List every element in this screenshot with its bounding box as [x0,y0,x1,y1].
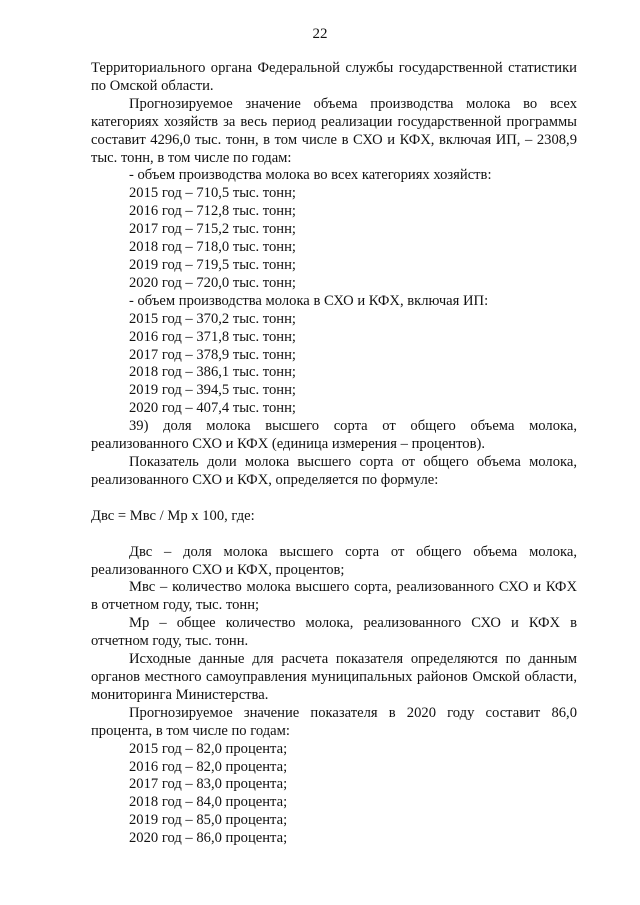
formula-definition: Двс – доля молока высшего сорта от общего объема молока, реализованного СХО и КФХ, процентов; [91,543,577,578]
all-categories-heading: - объем производства молока во всех категориях хозяйств: [129,167,492,184]
indicator-39-method: Показатель доли молока высшего сорта от общего объема молока, реализованного СХО и КФХ, определяется по формуле: [91,453,577,488]
indicator-39-year-line: 2015 год – 82,0 процента; [129,740,288,757]
all-categories-year-line: 2019 год – 719,5 тыс. тонн; [129,256,296,273]
sho-kfh-heading: - объем производства молока в СХО и КФХ, включая ИП: [129,292,489,309]
sho-kfh-year-line: 2020 год – 407,4 тыс. тонн; [129,400,296,417]
intro-paragraph: Территориального органа Федеральной службы государственной статистики по Омской области. [91,60,577,94]
indicator-39-forecast: Прогнозируемое значение показателя в 2020 году составит 86,0 процента, в том числе по годам: [91,704,577,739]
document-body [91,60,577,848]
formula-definition: Мвс – количество молока высшего сорта, реализованного СХО и КФХ в отчетном году, тыс. тонн; [91,579,577,614]
indicator-39-formula: Двс = Мвс / Мр х 100, где: [91,507,255,524]
spacer [91,490,577,508]
all-categories-year-line: 2020 год – 720,0 тыс. тонн; [129,274,296,291]
indicator-39-year-line: 2019 год – 85,0 процента; [129,812,288,829]
sho-kfh-year-line: 2016 год – 371,8 тыс. тонн; [129,328,296,345]
all-categories-year-line: 2016 год – 712,8 тыс. тонн; [129,203,296,220]
all-categories-year-line: 2018 год – 718,0 тыс. тонн; [129,239,296,256]
all-categories-year-line: 2017 год – 715,2 тыс. тонн; [129,221,296,238]
spacer [91,526,577,544]
indicator-39-year-line: 2016 год – 82,0 процента; [129,758,288,775]
indicator-39-title: 39) доля молока высшего сорта от общего объема молока, реализованного СХО и КФХ (единица измерения – процентов). [91,418,577,453]
sho-kfh-year-line: 2017 год – 378,9 тыс. тонн; [129,346,296,363]
indicator-39-year-line: 2017 год – 83,0 процента; [129,776,288,793]
indicator-39-year-line: 2020 год – 86,0 процента; [129,830,288,847]
sho-kfh-year-line: 2018 год – 386,1 тыс. тонн; [129,364,296,381]
indicator-39-source: Исходные данные для расчета показателя определяются по данным органов местного самоуправления муниципальных районов Омской области, мониторинга Министерства. [91,651,577,703]
milk-forecast-paragraph: Прогнозируемое значение объема производства молока во всех категориях хозяйств за весь период реализации государственной программы составит 4296,0 тыс. тонн, в том числе в СХО и КФХ, включая ИП, – 2308,9 тыс. тонн, в том числе по годам: [91,95,577,166]
formula-definition: Мр – общее количество молока, реализованного СХО и КФХ в отчетном году, тыс. тонн. [91,615,577,650]
sho-kfh-year-line: 2015 год – 370,2 тыс. тонн; [129,310,296,327]
indicator-39-year-line: 2018 год – 84,0 процента; [129,794,288,811]
sho-kfh-year-line: 2019 год – 394,5 тыс. тонн; [129,382,296,399]
page-number: 22 [312,26,328,42]
all-categories-year-line: 2015 год – 710,5 тыс. тонн; [129,185,296,202]
